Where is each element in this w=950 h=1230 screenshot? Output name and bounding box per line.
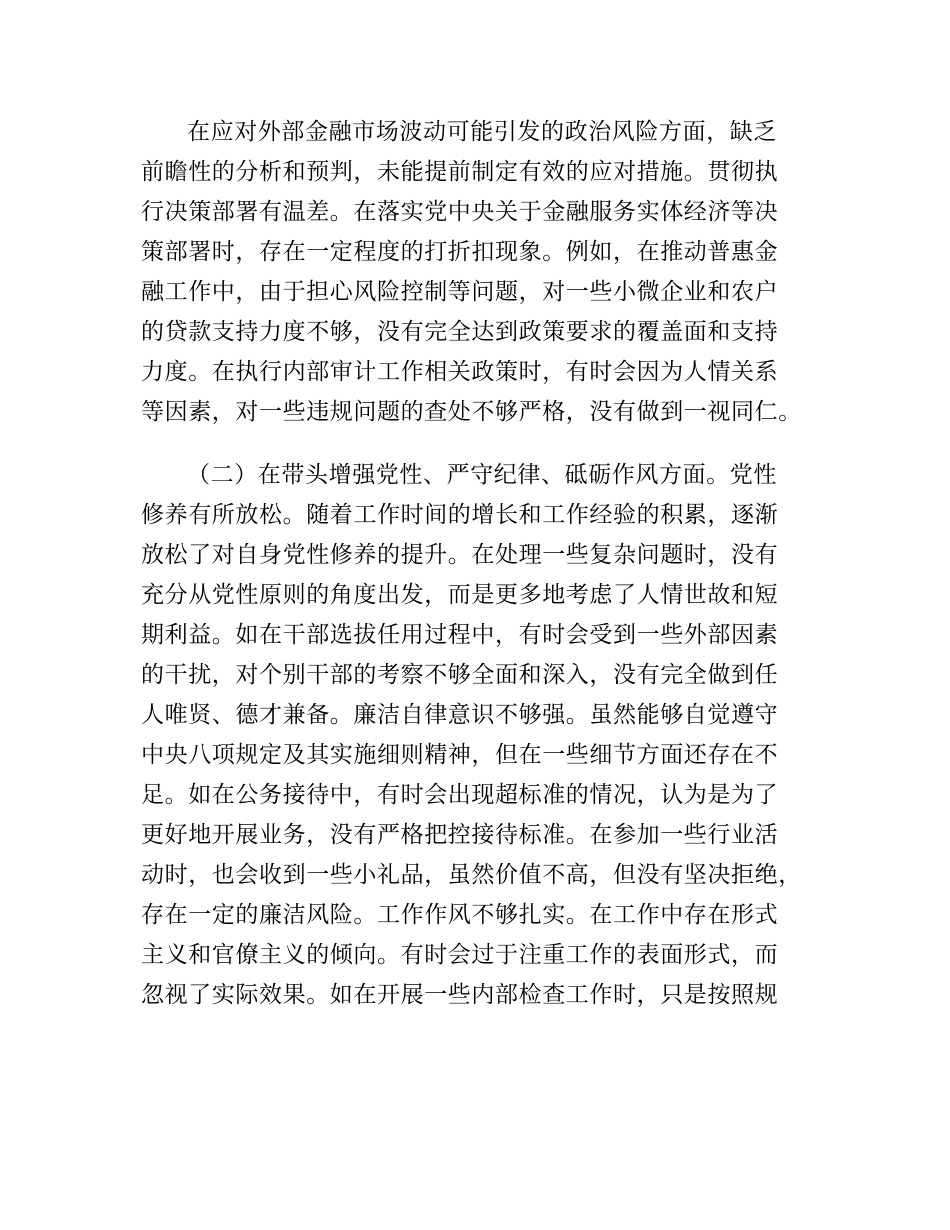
paragraph-1-line-7: 力度。在执行内部审计工作相关政策时，有时会因为人情关系 <box>141 359 779 385</box>
paragraph-2-line-2: 修养有所放松。随着工作时间的增长和工作经验的积累，逐渐 <box>141 502 779 528</box>
paragraph-1-line-5: 融工作中，由于担心风险控制等问题，对一些小微企业和农户 <box>141 279 779 305</box>
paragraph-2-line-14: 忽视了实际效果。如在开展一些内部检查工作时，只是按照规 <box>141 982 779 1008</box>
paragraph-2-line-10: 更好地开展业务，没有严格把控接待标准。在参加一些行业活 <box>141 822 779 848</box>
paragraph-2-line-4: 充分从党性原则的角度出发，而是更多地考虑了人情世故和短 <box>141 582 779 608</box>
paragraph-2-line-7: 人唯贤、德才兼备。廉洁自律意识不够强。虽然能够自觉遵守 <box>141 702 779 728</box>
paragraph-2-line-11: 动时，也会收到一些小礼品，虽然价值不高，但没有坚决拒绝， <box>141 862 802 888</box>
paragraph-1-line-2: 前瞻性的分析和预判，未能提前制定有效的应对措施。贯彻执 <box>141 159 779 185</box>
paragraph-1-line-3: 行决策部署有温差。在落实党中央关于金融服务实体经济等决 <box>141 199 779 225</box>
paragraph-2-line-13: 主义和官僚主义的倾向。有时会过于注重工作的表面形式，而 <box>141 942 779 968</box>
paragraph-2-line-9: 足。如在公务接待中，有时会出现超标准的情况，认为是为了 <box>141 782 779 808</box>
paragraph-2-line-12: 存在一定的廉洁风险。工作作风不够扎实。在工作中存在形式 <box>141 902 779 928</box>
paragraph-2-line-6: 的干扰，对个别干部的考察不够全面和深入，没有完全做到任 <box>141 662 779 688</box>
paragraph-2-line-8: 中央八项规定及其实施细则精神，但在一些细节方面还存在不 <box>141 742 779 768</box>
paragraph-2-line-3: 放松了对自身党性修养的提升。在处理一些复杂问题时，没有 <box>141 542 779 568</box>
paragraph-1-line-4: 策部署时，存在一定程度的打折扣现象。例如，在推动普惠金 <box>141 239 779 265</box>
paragraph-1-line-6: 的贷款支持力度不够，没有完全达到政策要求的覆盖面和支持 <box>141 319 779 345</box>
paragraph-2-line-1: （二）在带头增强党性、严守纪律、砥砺作风方面。党性 <box>187 462 777 488</box>
paragraph-1-line-1: 在应对外部金融市场波动可能引发的政治风险方面，缺乏 <box>187 119 777 145</box>
paragraph-2-line-5: 期利益。如在干部选拔任用过程中，有时会受到一些外部因素 <box>141 622 779 648</box>
paragraph-1-line-8: 等因素，对一些违规问题的查处不够严格，没有做到一视同仁。 <box>141 399 802 425</box>
